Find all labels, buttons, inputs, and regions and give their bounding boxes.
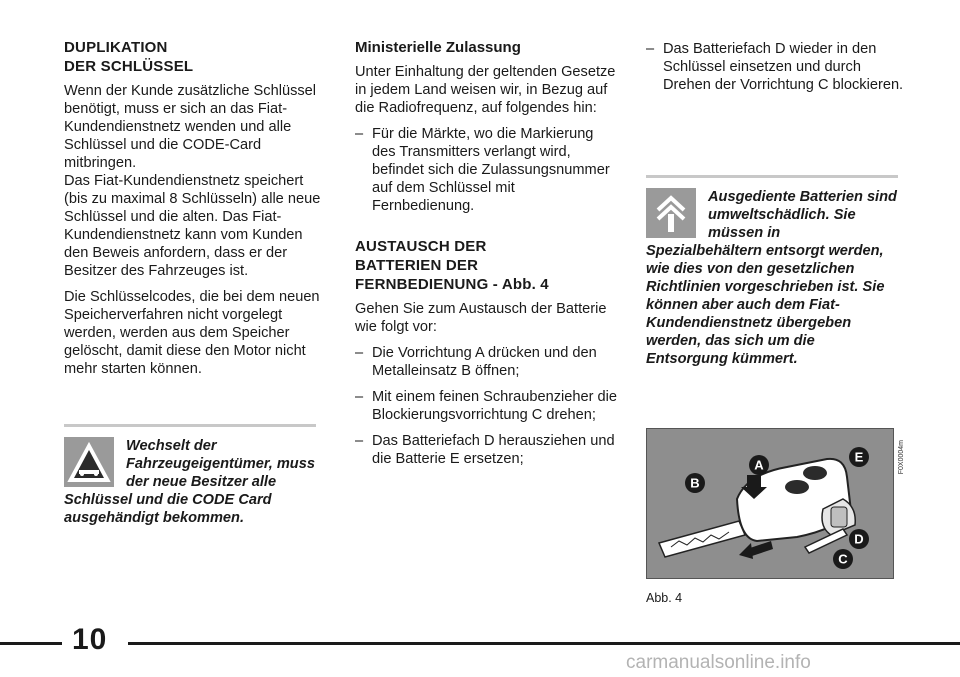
label-a: A [754,457,764,473]
paragraph: Wenn der Kunde zusätzliche Schlüssel benötigt, muss er sich an das Fiat-Kundendienstnetz wenden und alle Schlüssel und die CODE-Card mitbringen. Das Fiat-Kundendienstnetz speichert (bis zu maximal 8 Schlüsseln) alle neue Schlüssel und die alten. Das Fiat-Kundendienstnetz kann vom Kunden den Beweis anfordern, dass er der Besitzer des Fahrzeuges ist. [64,83,321,279]
paragraph: Gehen Sie zum Austausch der Batterie wie folgt vor: [355,301,607,335]
column-continuation [646,38,908,94]
dash-bullet: – [355,126,364,142]
list-item: – Für die Märkte, wo die Markierung des Transmitters verlangt wird, befindet sich die Zulassungsnummer auf dem Schlüssel mit Fernbedienung. [355,126,610,214]
label-c: C [838,551,848,567]
dash-bullet: – [355,389,364,405]
list-item: – Mit einem feinen Schraubenzieher die Blockierungsvorrichtung C drehen; [355,389,617,423]
heading-duplication: DUPLIKATION DER SCHLÜSSEL [64,39,194,75]
paragraph: Die Schlüsselcodes, die bei dem neuen Speicherverfahren nicht vorgelegt werden, werden aus dem Speicher gelöscht, damit diese den Motor nicht mehr starten können. [64,289,320,377]
figure-code: F0X0004m [898,440,905,475]
heading-battery-replacement: AUSTAUSCH DER BATTERIEN DER FERNBEDIENUNG - Abb. 4 [355,238,549,293]
page-number: 10 [72,623,108,656]
footer-rule-right [128,642,960,645]
key-illustration [647,429,894,579]
recycle-chevrons-icon [646,188,696,238]
label-b: B [690,475,700,491]
list-item: – Das Batteriefach D wieder in den Schlüssel einsetzen und durch Drehen der Vorrichtung C blockieren. [646,41,904,93]
dash-bullet: – [355,345,364,361]
environment-note [646,175,898,368]
heading-approval: Ministerielle Zulassung [355,39,521,56]
warning-note [64,424,316,527]
figure-caption: Abb. 4 [646,591,683,605]
list-item: – Die Vorrichtung A drücken und den Metalleinsatz B öffnen; [355,345,597,379]
environment-text: Ausgediente Batterien sind umweltschädlich. Sie müssen in Spezialbehältern entsorgt werden, wie dies von den gesetzlichen Richtlinien vorgeschrieben ist. Sie können aber auch dem Fiat-Kundendienstnetz übergeben werden, das sich um die Entsorgung kümmert. [646,189,897,367]
paragraph: Unter Einhaltung der geltenden Gesetze in jedem Land weisen wir, in Bezug auf die Radiofrequenz, auf folgendes hin: [355,64,616,116]
footer-rule-left [0,642,62,645]
column-approval-battery [355,38,617,468]
watermark: carmanualsonline.info [626,652,811,673]
list-item: – Das Batteriefach D herausziehen und die Batterie E ersetzen; [355,433,615,467]
dash-bullet: – [646,41,655,57]
label-d: D [854,531,864,547]
label-e: E [854,449,864,465]
warning-text: Wechselt der Fahrzeugeigentümer, muss der neue Besitzer alle Schlüssel und die CODE Card ausgehändigt bekommen. [64,438,315,526]
figure-key-battery [646,428,894,579]
dash-bullet: – [355,433,364,449]
column-duplication [64,38,326,378]
warning-triangle-icon [64,437,114,487]
